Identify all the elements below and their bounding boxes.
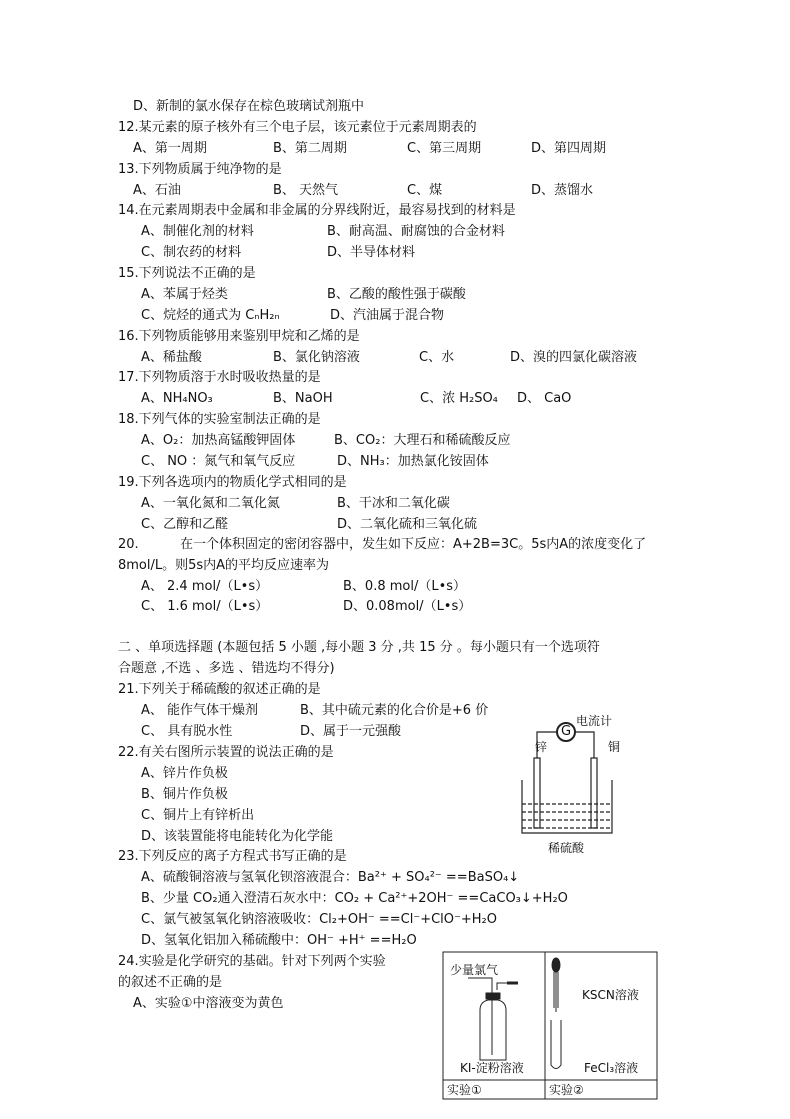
answer-option: A、一氧化氮和二氧化氮 (141, 496, 280, 511)
answer-option: D、0.08mol/（L•s） (343, 599, 472, 614)
answer-option: A、 能作气体干燥剂 (141, 703, 259, 718)
answer-option: A、苯属于烃类 (141, 287, 228, 302)
answer-option: B、耐高温、耐腐蚀的合金材料 (327, 224, 505, 239)
question-stem: 的叙述不正确的是 (118, 975, 223, 990)
answer-option: B、乙酸的酸性强于碳酸 (327, 287, 466, 302)
answer-option: B、CO₂：大理石和稀硫酸反应 (334, 433, 511, 448)
answer-option: C、水 (419, 350, 455, 365)
exp2-solution-label: FeCl₃溶液 (584, 1061, 639, 1075)
answer-option: D、属于一元强酸 (300, 724, 402, 739)
answer-option: D、NH₃：加热氯化铵固体 (337, 454, 489, 469)
answer-option: D、半导体材料 (327, 245, 416, 260)
question-stem: 16.下列物质能够用来鉴别甲烷和乙烯的是 (118, 329, 360, 344)
answer-option: B、其中硫元素的化合价是+6 价 (300, 703, 489, 718)
answer-option: D、溴的四氯化碳溶液 (510, 350, 638, 365)
copper-electrode-label: 铜 (608, 740, 621, 754)
answer-option: B、铜片作负极 (141, 787, 228, 802)
question-stem: 13.下列物质属于纯净物的是 (118, 162, 282, 177)
answer-option: A、稀盐酸 (141, 350, 202, 365)
answer-option: A、NH₄NO₃ (141, 391, 213, 406)
exp2-reagent-label: KSCN溶液 (582, 988, 639, 1002)
section-heading: 合题意 ,不选 、多选 、错选均不得分) (118, 661, 335, 676)
answer-option: A、第一周期 (133, 141, 207, 156)
meter-label: 电流计 (576, 714, 613, 728)
zinc-electrode-label: 锌 (535, 740, 548, 754)
answer-option: C、 具有脱水性 (141, 724, 233, 739)
answer-option: A、石油 (133, 183, 181, 198)
answer-option: C、氯气被氢氧化钠溶液吸收：Cl₂+OH⁻ ==Cl⁻+ClO⁻+H₂O (141, 912, 497, 927)
option: D、新制的氯水保存在棕色玻璃试剂瓶中 (133, 99, 365, 114)
exp1-caption: 实验① (447, 1083, 482, 1097)
answer-option: B、氯化钠溶液 (273, 350, 360, 365)
section-heading: 二 、单项选择题 (本题包括 5 小题 ,每小题 3 分 ,共 15 分 。每小题只有一个选项符 (118, 640, 600, 655)
question-stem: 在一个体积固定的密闭容器中，发生如下反应：A+2B=3C。5s内A的浓度变化了 (180, 537, 647, 552)
answer-option: C、煤 (407, 183, 443, 198)
question-stem: 12.某元素的原子核外有三个电子层，该元素位于元素周期表的 (118, 120, 477, 135)
answer-option: B、第二周期 (273, 141, 347, 156)
exp1-solution-label: KI-淀粉溶液 (460, 1061, 524, 1075)
answer-option: C、铜片上有锌析出 (141, 808, 255, 823)
answer-option: D、蒸馏水 (531, 183, 594, 198)
answer-option: C、烷烃的通式为 CₙH₂ₙ (141, 308, 280, 323)
question-stem: 15.下列说法不正确的是 (118, 266, 256, 281)
answer-option: D、该装置能将电能转化为化学能 (141, 829, 334, 844)
question-stem: 17.下列物质溶于水时吸收热量的是 (118, 370, 321, 385)
question-number: 20. (118, 537, 139, 552)
answer-option: B、少量 CO₂通入澄清石灰水中：CO₂ + Ca²⁺+2OH⁻ ==CaCO₃↓+H₂O (141, 891, 568, 906)
question-stem: 24.实验是化学研究的基础。针对下列两个实验 (118, 954, 386, 969)
answer-option: C、 1.6 mol/（L•s） (141, 599, 269, 614)
answer-option: C、乙醇和乙醛 (141, 517, 229, 532)
exp1-gas-label: 少量氯气 (450, 963, 499, 977)
answer-option: C、 NO ：氮气和氧气反应 (141, 454, 296, 469)
question-stem: 8mol/L。则5s内A的平均反应速率为 (118, 558, 330, 573)
answer-option: D、汽油属于混合物 (330, 308, 445, 323)
exp2-caption: 实验② (549, 1083, 584, 1097)
answer-option: A、O₂：加热高锰酸钾固体 (141, 433, 296, 448)
answer-option: D、第四周期 (531, 141, 607, 156)
answer-option: D、 CaO (517, 391, 572, 406)
galvanometer-label: G (561, 724, 572, 739)
question-stem: 22.有关右图所示装置的说法正确的是 (118, 745, 334, 760)
answer-option: B、0.8 mol/（L•s） (343, 579, 467, 594)
answer-option: D、氢氧化铝加入稀硫酸中：OH⁻ +H⁺ ==H₂O (141, 933, 417, 948)
answer-option: D、二氧化硫和三氧化硫 (337, 517, 478, 532)
answer-option: A、制催化剂的材料 (141, 224, 254, 239)
answer-option: B、 天然气 (273, 183, 339, 198)
answer-option: B、干冰和二氧化碳 (337, 496, 450, 511)
question-stem: 23.下列反应的离子方程式书写正确的是 (118, 849, 347, 864)
question-stem: 21.下列关于稀硫酸的叙述正确的是 (118, 682, 321, 697)
answer-option: C、制农药的材料 (141, 245, 242, 260)
answer-option: A、锌片作负极 (141, 766, 228, 781)
question-stem: 14.在元素周期表中金属和非金属的分界线附近，最容易找到的材料是 (118, 203, 516, 218)
answer-option: A、实验①中溶液变为黄色 (133, 996, 284, 1011)
answer-option: B、NaOH (273, 391, 333, 406)
answer-option: A、硫酸铜溶液与氢氧化钡溶液混合：Ba²⁺ + SO₄²⁻ ==BaSO₄↓ (141, 870, 520, 885)
question-stem: 18.下列气体的实验室制法正确的是 (118, 412, 321, 427)
answer-option: C、第三周期 (407, 141, 482, 156)
answer-option: C、浓 H₂SO₄ (420, 391, 498, 406)
solution-label: 稀硫酸 (548, 841, 585, 855)
answer-option: A、 2.4 mol/（L•s） (141, 579, 269, 594)
question-stem: 19.下列各选项内的物质化学式相同的是 (118, 475, 347, 490)
